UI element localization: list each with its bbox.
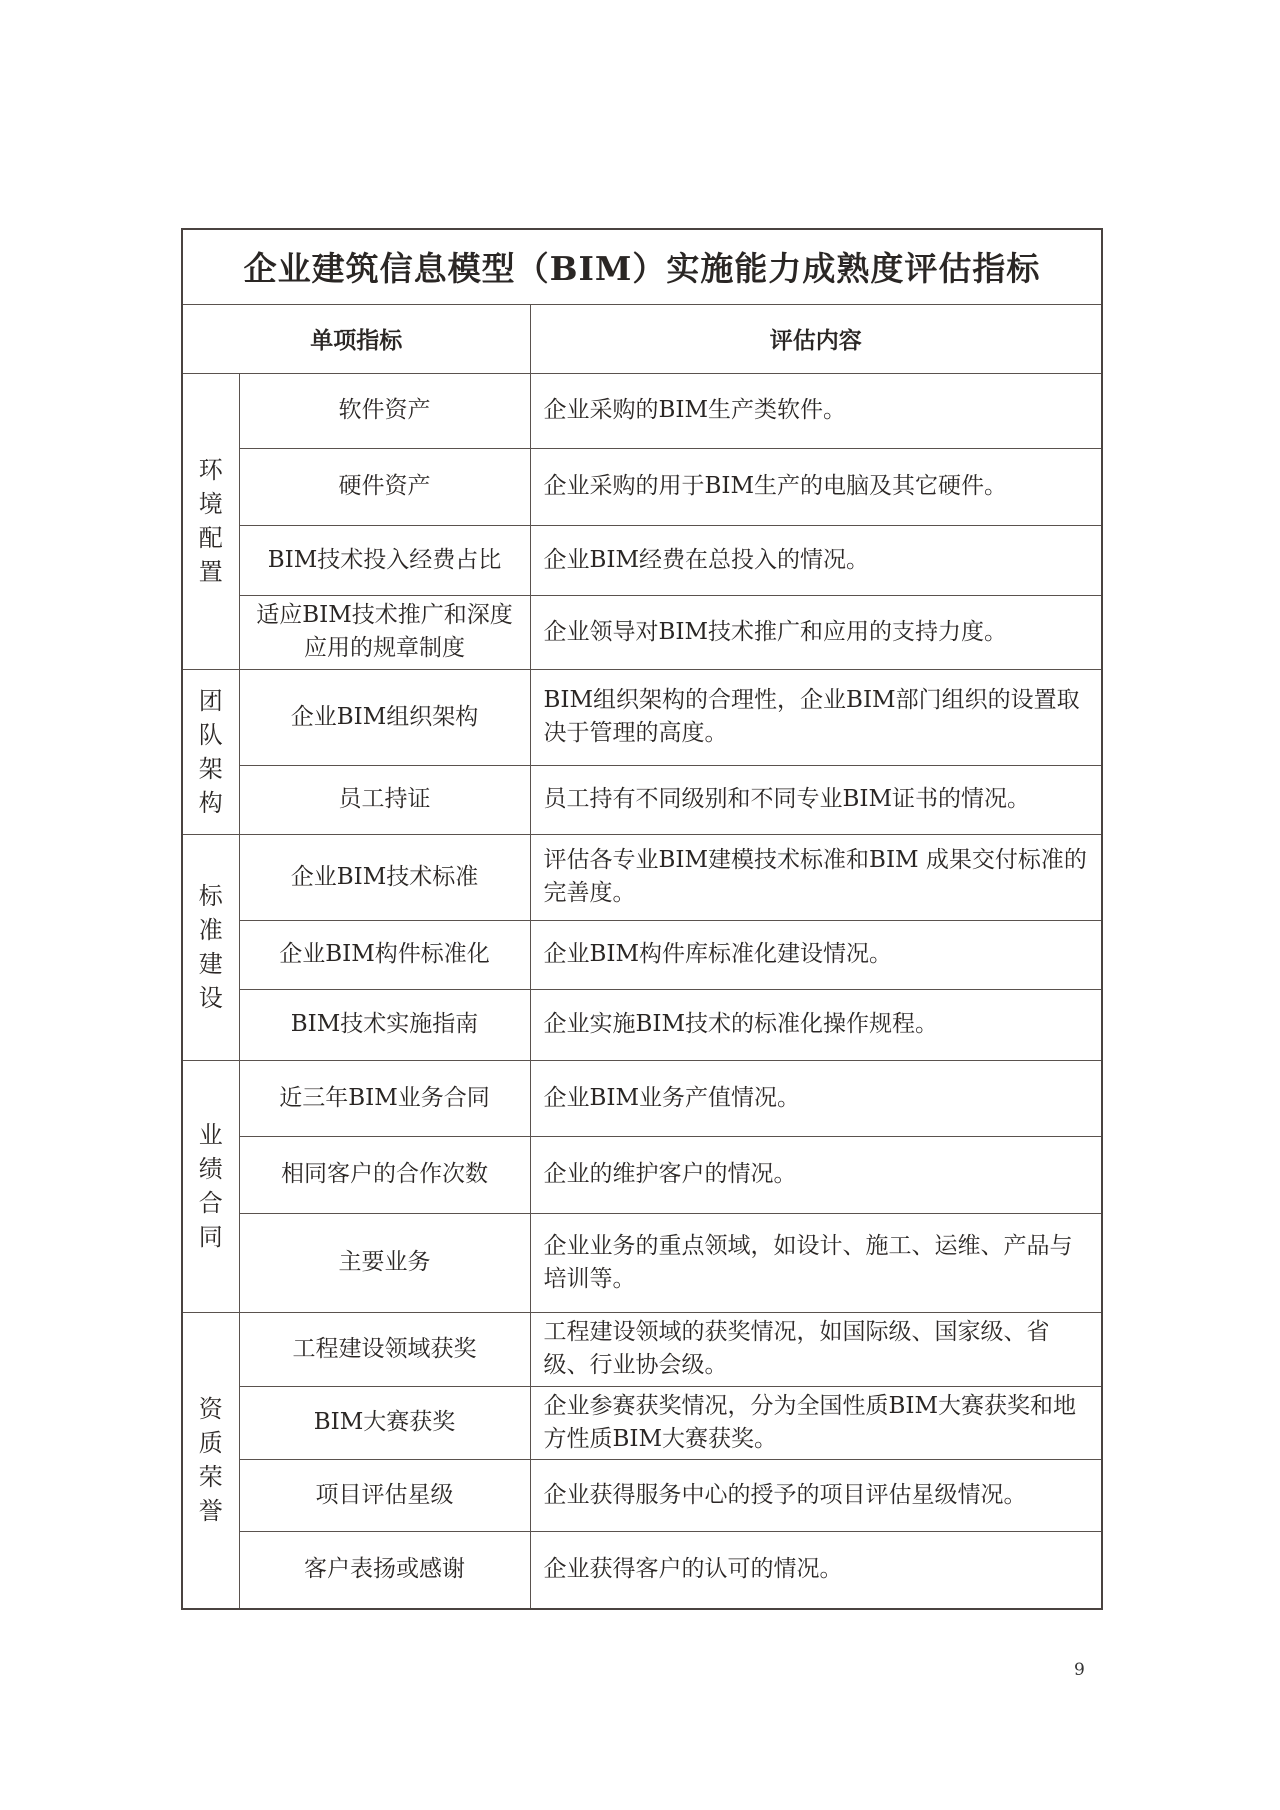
- table-row: [182, 373, 1102, 448]
- indicator-cell: 软件资产: [239, 373, 530, 448]
- indicator-cell: 企业BIM技术标准: [239, 834, 530, 920]
- content-cell: 企业采购的用于BIM生产的电脑及其它硬件。: [530, 448, 1102, 525]
- header-content: 评估内容: [530, 304, 1102, 373]
- category-char: 架: [198, 754, 223, 783]
- indicator-cell: 相同客户的合作次数: [239, 1136, 530, 1213]
- table-title: 企业建筑信息模型（BIM）实施能力成熟度评估指标: [182, 229, 1102, 304]
- content-cell: 企业获得服务中心的授予的项目评估星级情况。: [530, 1459, 1102, 1531]
- table-row: [182, 448, 1102, 525]
- category-char: 境: [198, 490, 223, 518]
- header-row: [182, 304, 1102, 373]
- table-row: [182, 595, 1102, 669]
- category-char: 誉: [198, 1497, 223, 1526]
- content-cell: 员工持有不同级别和不同专业BIM证书的情况。: [530, 765, 1102, 834]
- category-char: 建: [198, 950, 223, 978]
- category-char: 配: [198, 524, 223, 552]
- table-row: [182, 525, 1102, 595]
- indicator-cell: 员工持证: [239, 765, 530, 834]
- category-char: 标: [198, 882, 223, 910]
- category-char: 业: [198, 1121, 223, 1149]
- table-row: [182, 1060, 1102, 1136]
- table-row: [182, 1531, 1102, 1609]
- indicator-cell: BIM大赛获奖: [239, 1386, 530, 1459]
- category-cell: [182, 1060, 239, 1312]
- category-cell: [182, 669, 239, 834]
- table-row: [182, 1136, 1102, 1213]
- table-row: [182, 920, 1102, 989]
- category-char: 合: [198, 1189, 223, 1217]
- content-cell: 企业的维护客户的情况。: [530, 1136, 1102, 1213]
- indicator-cell: 硬件资产: [239, 448, 530, 525]
- indicator-cell: 近三年BIM业务合同: [239, 1060, 530, 1136]
- content-cell: 企业业务的重点领域，如设计、施工、运维、产品与培训等。: [530, 1213, 1102, 1312]
- page-number: 9: [1074, 1660, 1085, 1680]
- content-cell: 企业BIM构件库标准化建设情况。: [530, 920, 1102, 989]
- category-char: 设: [198, 984, 223, 1012]
- category-char: 队: [198, 720, 223, 749]
- category-char: 团: [198, 686, 223, 715]
- category-char: 置: [198, 558, 223, 586]
- category-char: 质: [198, 1429, 223, 1458]
- category-char: 准: [198, 916, 223, 944]
- indicator-cell: 企业BIM构件标准化: [239, 920, 530, 989]
- category-char: 资: [198, 1395, 223, 1424]
- table-row: [182, 1312, 1102, 1386]
- category-char: 绩: [198, 1155, 223, 1183]
- content-cell: 工程建设领域的获奖情况，如国际级、国家级、省级、行业协会级。: [530, 1312, 1102, 1386]
- content-cell: 企业参赛获奖情况，分为全国性质BIM大赛获奖和地方性质BIM大赛获奖。: [530, 1386, 1102, 1459]
- category-cell: [182, 1312, 239, 1609]
- header-indicator: 单项指标: [182, 304, 530, 373]
- content-cell: BIM组织架构的合理性，企业BIM部门组织的设置取决于管理的高度。: [530, 669, 1102, 765]
- table-row: [182, 669, 1102, 765]
- table-row: [182, 765, 1102, 834]
- indicator-cell: 适应BIM技术推广和深度应用的规章制度: [239, 595, 530, 669]
- category-char: 构: [198, 788, 223, 817]
- indicator-cell: BIM技术实施指南: [239, 989, 530, 1060]
- table-row: [182, 1459, 1102, 1531]
- content-cell: 企业领导对BIM技术推广和应用的支持力度。: [530, 595, 1102, 669]
- indicator-cell: 企业BIM组织架构: [239, 669, 530, 765]
- table-row: [182, 1386, 1102, 1459]
- content-cell: 企业BIM经费在总投入的情况。: [530, 525, 1102, 595]
- content-cell: 企业实施BIM技术的标准化操作规程。: [530, 989, 1102, 1060]
- category-char: 同: [198, 1223, 223, 1251]
- indicator-cell: 客户表扬或感谢: [239, 1531, 530, 1609]
- table-row: [182, 834, 1102, 920]
- category-char: 荣: [198, 1463, 223, 1492]
- table-row: [182, 1213, 1102, 1312]
- category-char: 环: [198, 456, 223, 484]
- title-row: [182, 229, 1102, 304]
- content-cell: 企业采购的BIM生产类软件。: [530, 373, 1102, 448]
- indicator-cell: 主要业务: [239, 1213, 530, 1312]
- content-cell: 企业BIM业务产值情况。: [530, 1060, 1102, 1136]
- content-cell: 评估各专业BIM建模技术标准和BIM 成果交付标准的完善度。: [530, 834, 1102, 920]
- category-cell: [182, 834, 239, 1060]
- indicator-cell: 工程建设领域获奖: [239, 1312, 530, 1386]
- indicator-cell: BIM技术投入经费占比: [239, 525, 530, 595]
- table-row: [182, 989, 1102, 1060]
- content-cell: 企业获得客户的认可的情况。: [530, 1531, 1102, 1609]
- category-cell: [182, 373, 239, 669]
- evaluation-table: [181, 228, 1103, 1610]
- indicator-cell: 项目评估星级: [239, 1459, 530, 1531]
